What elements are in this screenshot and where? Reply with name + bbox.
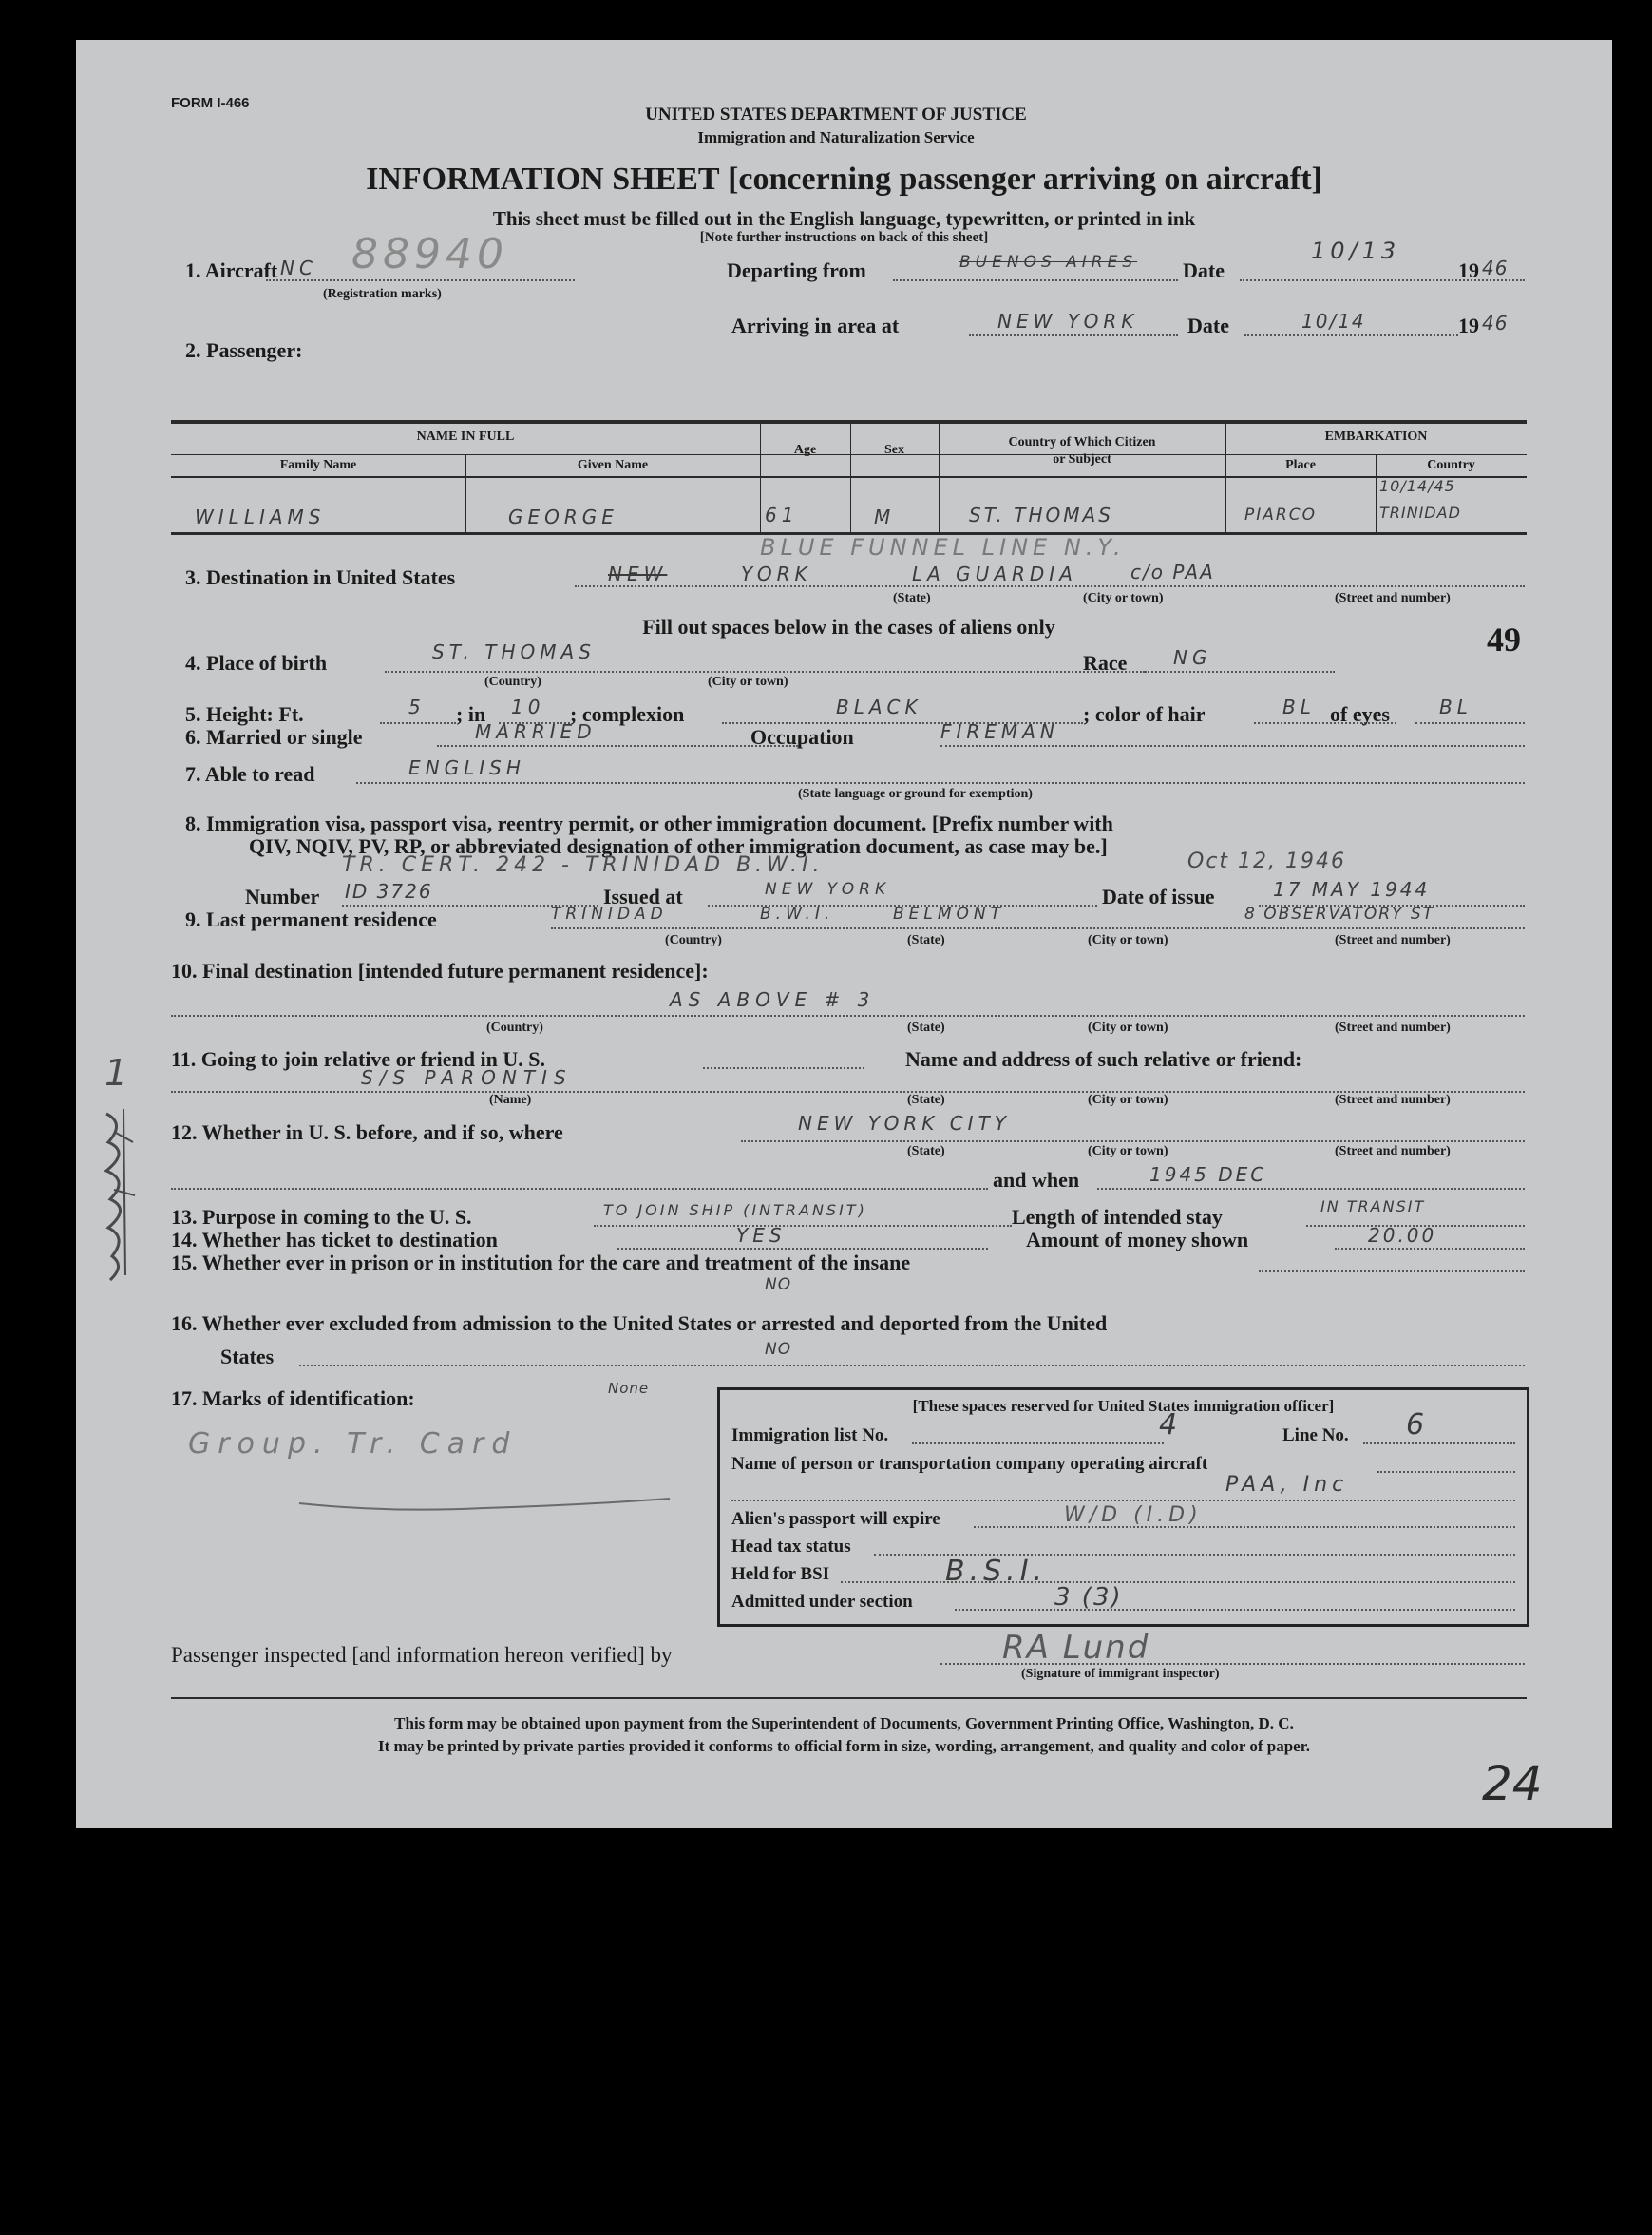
issued-at-value: NEW YORK xyxy=(765,880,891,899)
date-of-issue-label: Date of issue xyxy=(1102,885,1215,908)
doc-number-label: Number xyxy=(245,885,320,908)
departing-year-prefix: 19 xyxy=(1458,258,1479,282)
height-label: 5. Height: Ft. xyxy=(185,702,304,726)
embark-country-value: TRINIDAD xyxy=(1379,504,1461,522)
passport-expire-label: Alien's passport will expire xyxy=(731,1509,940,1529)
operator-value: PAA, Inc xyxy=(1225,1473,1349,1497)
form-sheet xyxy=(76,40,1612,1828)
document-date-overwrite: Oct 12, 1946 xyxy=(1187,850,1346,873)
destination-label: 3. Destination in United States xyxy=(185,565,456,589)
usb-city-caption: (City or town) xyxy=(1088,1144,1168,1158)
dest-street-caption: (Street and number) xyxy=(1335,591,1451,605)
admitted-label: Admitted under section xyxy=(731,1592,913,1612)
held-for-value: B.S.I. xyxy=(945,1555,1048,1588)
sex-value: M xyxy=(874,506,896,528)
married-value: MARRIED xyxy=(475,720,597,743)
date-of-issue-value: 17 MAY 1944 xyxy=(1273,878,1431,901)
occupation-value: FIREMAN xyxy=(940,720,1059,743)
final-country-caption: (Country) xyxy=(486,1021,543,1035)
age-header: Age xyxy=(793,443,817,457)
eyes-label: of eyes xyxy=(1330,702,1390,726)
us-before-value: NEW YORK CITY xyxy=(798,1112,1012,1135)
item8-line2: QIV, NQIV, PV, RP, or abbreviated designation of other immigration document, as case may be.] xyxy=(249,834,1108,858)
birth-country-caption: (Country) xyxy=(484,675,541,689)
residence-state: B.W.I. xyxy=(760,905,835,924)
length-of-stay-value: IN TRANSIT xyxy=(1320,1197,1426,1215)
join-label: 11. Going to join relative or friend in U. S. xyxy=(171,1047,545,1071)
immigration-list-label: Immigration list No. xyxy=(731,1425,889,1445)
purpose-value: TO JOIN SHIP (INTRANSIT) xyxy=(603,1201,867,1219)
department-heading: UNITED STATES DEPARTMENT OF JUSTICE xyxy=(645,105,1027,124)
residence-street: 8 OBSERVATORY ST xyxy=(1244,905,1435,924)
eyes-value: BL xyxy=(1439,696,1472,718)
aircraft-prefix: NC xyxy=(280,257,317,279)
join-name-value: S/S PARONTIS xyxy=(361,1066,573,1089)
relative-name-label: Name and address of such relative or friend: xyxy=(905,1047,1302,1071)
citizenship-header: Country of Which Citizen xyxy=(1008,435,1156,449)
and-when-label: and when xyxy=(993,1168,1080,1192)
embark-place-value: PIARCO xyxy=(1244,506,1317,525)
given-name-header: Given Name xyxy=(577,458,649,472)
inspector-signature: RA Lund xyxy=(1002,1629,1150,1667)
aircraft-label: 1. Aircraft xyxy=(185,258,278,282)
departing-from-value: BUENOS AIRES xyxy=(959,253,1138,272)
marks-label: 17. Marks of identification: xyxy=(171,1386,415,1410)
departing-date-label: Date xyxy=(1183,258,1225,282)
residence-city: BELMONT xyxy=(893,905,1006,924)
money-value: 20.00 xyxy=(1368,1224,1437,1247)
family-name-header: Family Name xyxy=(279,458,357,472)
final-destination-label: 10. Final destination [intended future permanent residence]: xyxy=(171,959,709,983)
margin-scribble xyxy=(97,1104,142,1285)
prison-value: NO xyxy=(765,1275,792,1294)
arriving-date: 10/14 xyxy=(1301,310,1366,333)
excluded-label-1: 16. Whether ever excluded from admission to the United States or arrested and deported from the United xyxy=(171,1311,1108,1335)
res-state-caption: (State) xyxy=(907,933,945,947)
prison-label: 15. Whether ever in prison or in institution for the care and treatment of the insane xyxy=(171,1251,911,1274)
res-street-caption: (Street and number) xyxy=(1335,933,1451,947)
officer-box-header: [These spaces reserved for United States immigration officer] xyxy=(912,1397,1335,1415)
final-street-caption: (Street and number) xyxy=(1335,1021,1451,1035)
arriving-at-value: NEW YORK xyxy=(997,310,1139,333)
arriving-year: 46 xyxy=(1482,312,1509,334)
immigration-list-value: 4 xyxy=(1159,1408,1183,1442)
usb-state-caption: (State) xyxy=(907,1144,945,1158)
age-value: 61 xyxy=(765,504,799,526)
final-destination-value: AS ABOVE # 3 xyxy=(670,988,876,1011)
departing-label: Departing from xyxy=(727,258,866,282)
operator-label: Name of person or transportation company operating aircraft xyxy=(731,1454,1208,1474)
arriving-date-label: Date xyxy=(1187,314,1229,337)
excluded-value: NO xyxy=(765,1340,792,1359)
res-country-caption: (Country) xyxy=(665,933,722,947)
page-title xyxy=(171,162,1517,198)
arriving-year-prefix: 19 xyxy=(1458,314,1479,337)
length-of-stay-label: Length of intended stay xyxy=(1012,1205,1223,1229)
hair-label: ; color of hair xyxy=(1083,702,1206,726)
registration-caption: (Registration marks) xyxy=(323,287,442,301)
height-ft-value: 5 xyxy=(408,696,426,718)
usb-street-caption: (Street and number) xyxy=(1335,1144,1451,1158)
join-name-caption: (Name) xyxy=(489,1093,532,1107)
aircraft-number: 88940 xyxy=(351,230,508,278)
embarkation-header: EMBARKATION xyxy=(1324,430,1428,444)
admitted-value: 3 (3) xyxy=(1054,1583,1123,1612)
country-header: Country xyxy=(1427,458,1475,472)
birth-city-caption: (City or town) xyxy=(708,675,788,689)
height-in-label: ; in xyxy=(456,702,486,726)
form-number: FORM I-466 xyxy=(171,95,250,111)
item8-line1: 8. Immigration visa, passport visa, reentry permit, or other immigration document. [Prefix number with xyxy=(185,812,1113,835)
complexion-label: ; complexion xyxy=(570,702,685,726)
line-no-label: Line No. xyxy=(1282,1425,1349,1445)
and-when-value: 1945 DEC xyxy=(1149,1163,1267,1186)
family-name-value: WILLIAMS xyxy=(195,506,326,528)
page-number-typed: 49 xyxy=(1487,621,1521,659)
signature-caption: (Signature of immigrant inspector) xyxy=(1021,1667,1220,1681)
final-state-caption: (State) xyxy=(907,1021,945,1035)
marks-value: None xyxy=(608,1380,650,1397)
ticket-value: YES xyxy=(736,1224,787,1247)
join-city-caption: (City or town) xyxy=(1088,1093,1168,1107)
birth-country-value: ST. THOMAS xyxy=(432,640,596,663)
service-heading: Immigration and Naturalization Service xyxy=(697,128,975,146)
money-label: Amount of money shown xyxy=(1026,1228,1249,1251)
footer-line-1: This form may be obtained upon payment from the Superintendent of Documents, Government Printing Office, Washington, D. C. xyxy=(394,1714,1294,1732)
instruction-line: This sheet must be filled out in the English language, typewritten, or printed in ink xyxy=(492,207,1196,230)
inspected-label: Passenger inspected [and information hereon verified] by xyxy=(171,1643,673,1667)
line-no-value: 6 xyxy=(1406,1408,1430,1442)
title-main: INFORMATION SHEET xyxy=(366,162,720,197)
title-bracket: [concerning passenger arriving on aircraft] xyxy=(728,162,1322,197)
race-label: Race xyxy=(1083,651,1128,675)
name-in-full-header: NAME IN FULL xyxy=(416,430,515,444)
departing-year: 46 xyxy=(1482,257,1509,279)
state-language-caption: (State language or ground for exemption) xyxy=(798,787,1033,801)
held-for-label: Held for BSI xyxy=(731,1564,830,1584)
marks-underline xyxy=(294,1484,674,1522)
destination-city: YORK xyxy=(741,563,812,585)
ticket-label: 14. Whether has ticket to destination xyxy=(171,1228,498,1251)
destination-co: c/o PAA xyxy=(1130,561,1215,583)
occupation-label: Occupation xyxy=(750,725,854,749)
passenger-label: 2. Passenger: xyxy=(185,338,303,362)
passport-expire-value: W/D (I.D) xyxy=(1064,1503,1203,1527)
page-number-handwritten: 24 xyxy=(1482,1756,1543,1811)
birthplace-label: 4. Place of birth xyxy=(185,651,328,675)
join-state-caption: (State) xyxy=(907,1093,945,1107)
read-label: 7. Able to read xyxy=(185,762,315,786)
margin-mark: 1 xyxy=(104,1052,128,1094)
destination-overwrite: BLUE FUNNEL LINE N.Y. xyxy=(760,534,1126,561)
dest-city-caption: (City or town) xyxy=(1083,591,1164,605)
place-header: Place xyxy=(1285,458,1316,472)
footer-line-2: It may be printed by private parties provided it conforms to official form in size, wording, arrangement, and quality and color of paper. xyxy=(378,1737,1310,1755)
departing-date: 10/13 xyxy=(1311,238,1401,264)
read-value: ENGLISH xyxy=(408,756,525,779)
height-in-value: 10 xyxy=(511,696,545,718)
complexion-value: BLACK xyxy=(836,696,922,718)
given-name-value: GEORGE xyxy=(508,506,618,528)
note-line: [Note further instructions on back of this sheet] xyxy=(699,230,989,245)
res-city-caption: (City or town) xyxy=(1088,933,1168,947)
final-city-caption: (City or town) xyxy=(1088,1021,1168,1035)
destination-state: NEW xyxy=(608,563,668,585)
arriving-label: Arriving in area at xyxy=(731,314,900,337)
citizenship-value: ST. THOMAS xyxy=(969,504,1113,526)
us-before-label: 12. Whether in U. S. before, and if so, where xyxy=(171,1120,563,1144)
race-value: NG xyxy=(1173,646,1212,669)
embark-date-value: 10/14/45 xyxy=(1379,477,1455,495)
hair-value: BL xyxy=(1282,696,1316,718)
citizenship-header-2: or Subject xyxy=(1053,452,1111,467)
doc-number-value: ID 3726 xyxy=(345,880,433,903)
sex-header: Sex xyxy=(884,443,904,457)
residence-label: 9. Last permanent residence xyxy=(185,907,437,931)
dest-state-caption: (State) xyxy=(893,591,931,605)
destination-street: LA GUARDIA xyxy=(912,563,1077,585)
issued-at-label: Issued at xyxy=(603,885,683,908)
join-street-caption: (Street and number) xyxy=(1335,1093,1451,1107)
head-tax-label: Head tax status xyxy=(731,1537,851,1557)
married-label: 6. Married or single xyxy=(185,725,363,749)
residence-country: TRINIDAD xyxy=(551,905,668,924)
aliens-only-heading: Fill out spaces below in the cases of aliens only xyxy=(642,615,1055,639)
document-line: TR. CERT. 242 - TRINIDAD B.W.I. xyxy=(342,853,825,877)
excluded-label-2: States xyxy=(220,1345,275,1368)
marks-note: Group. Tr. Card xyxy=(188,1427,518,1461)
purpose-label: 13. Purpose in coming to the U. S. xyxy=(171,1205,472,1229)
